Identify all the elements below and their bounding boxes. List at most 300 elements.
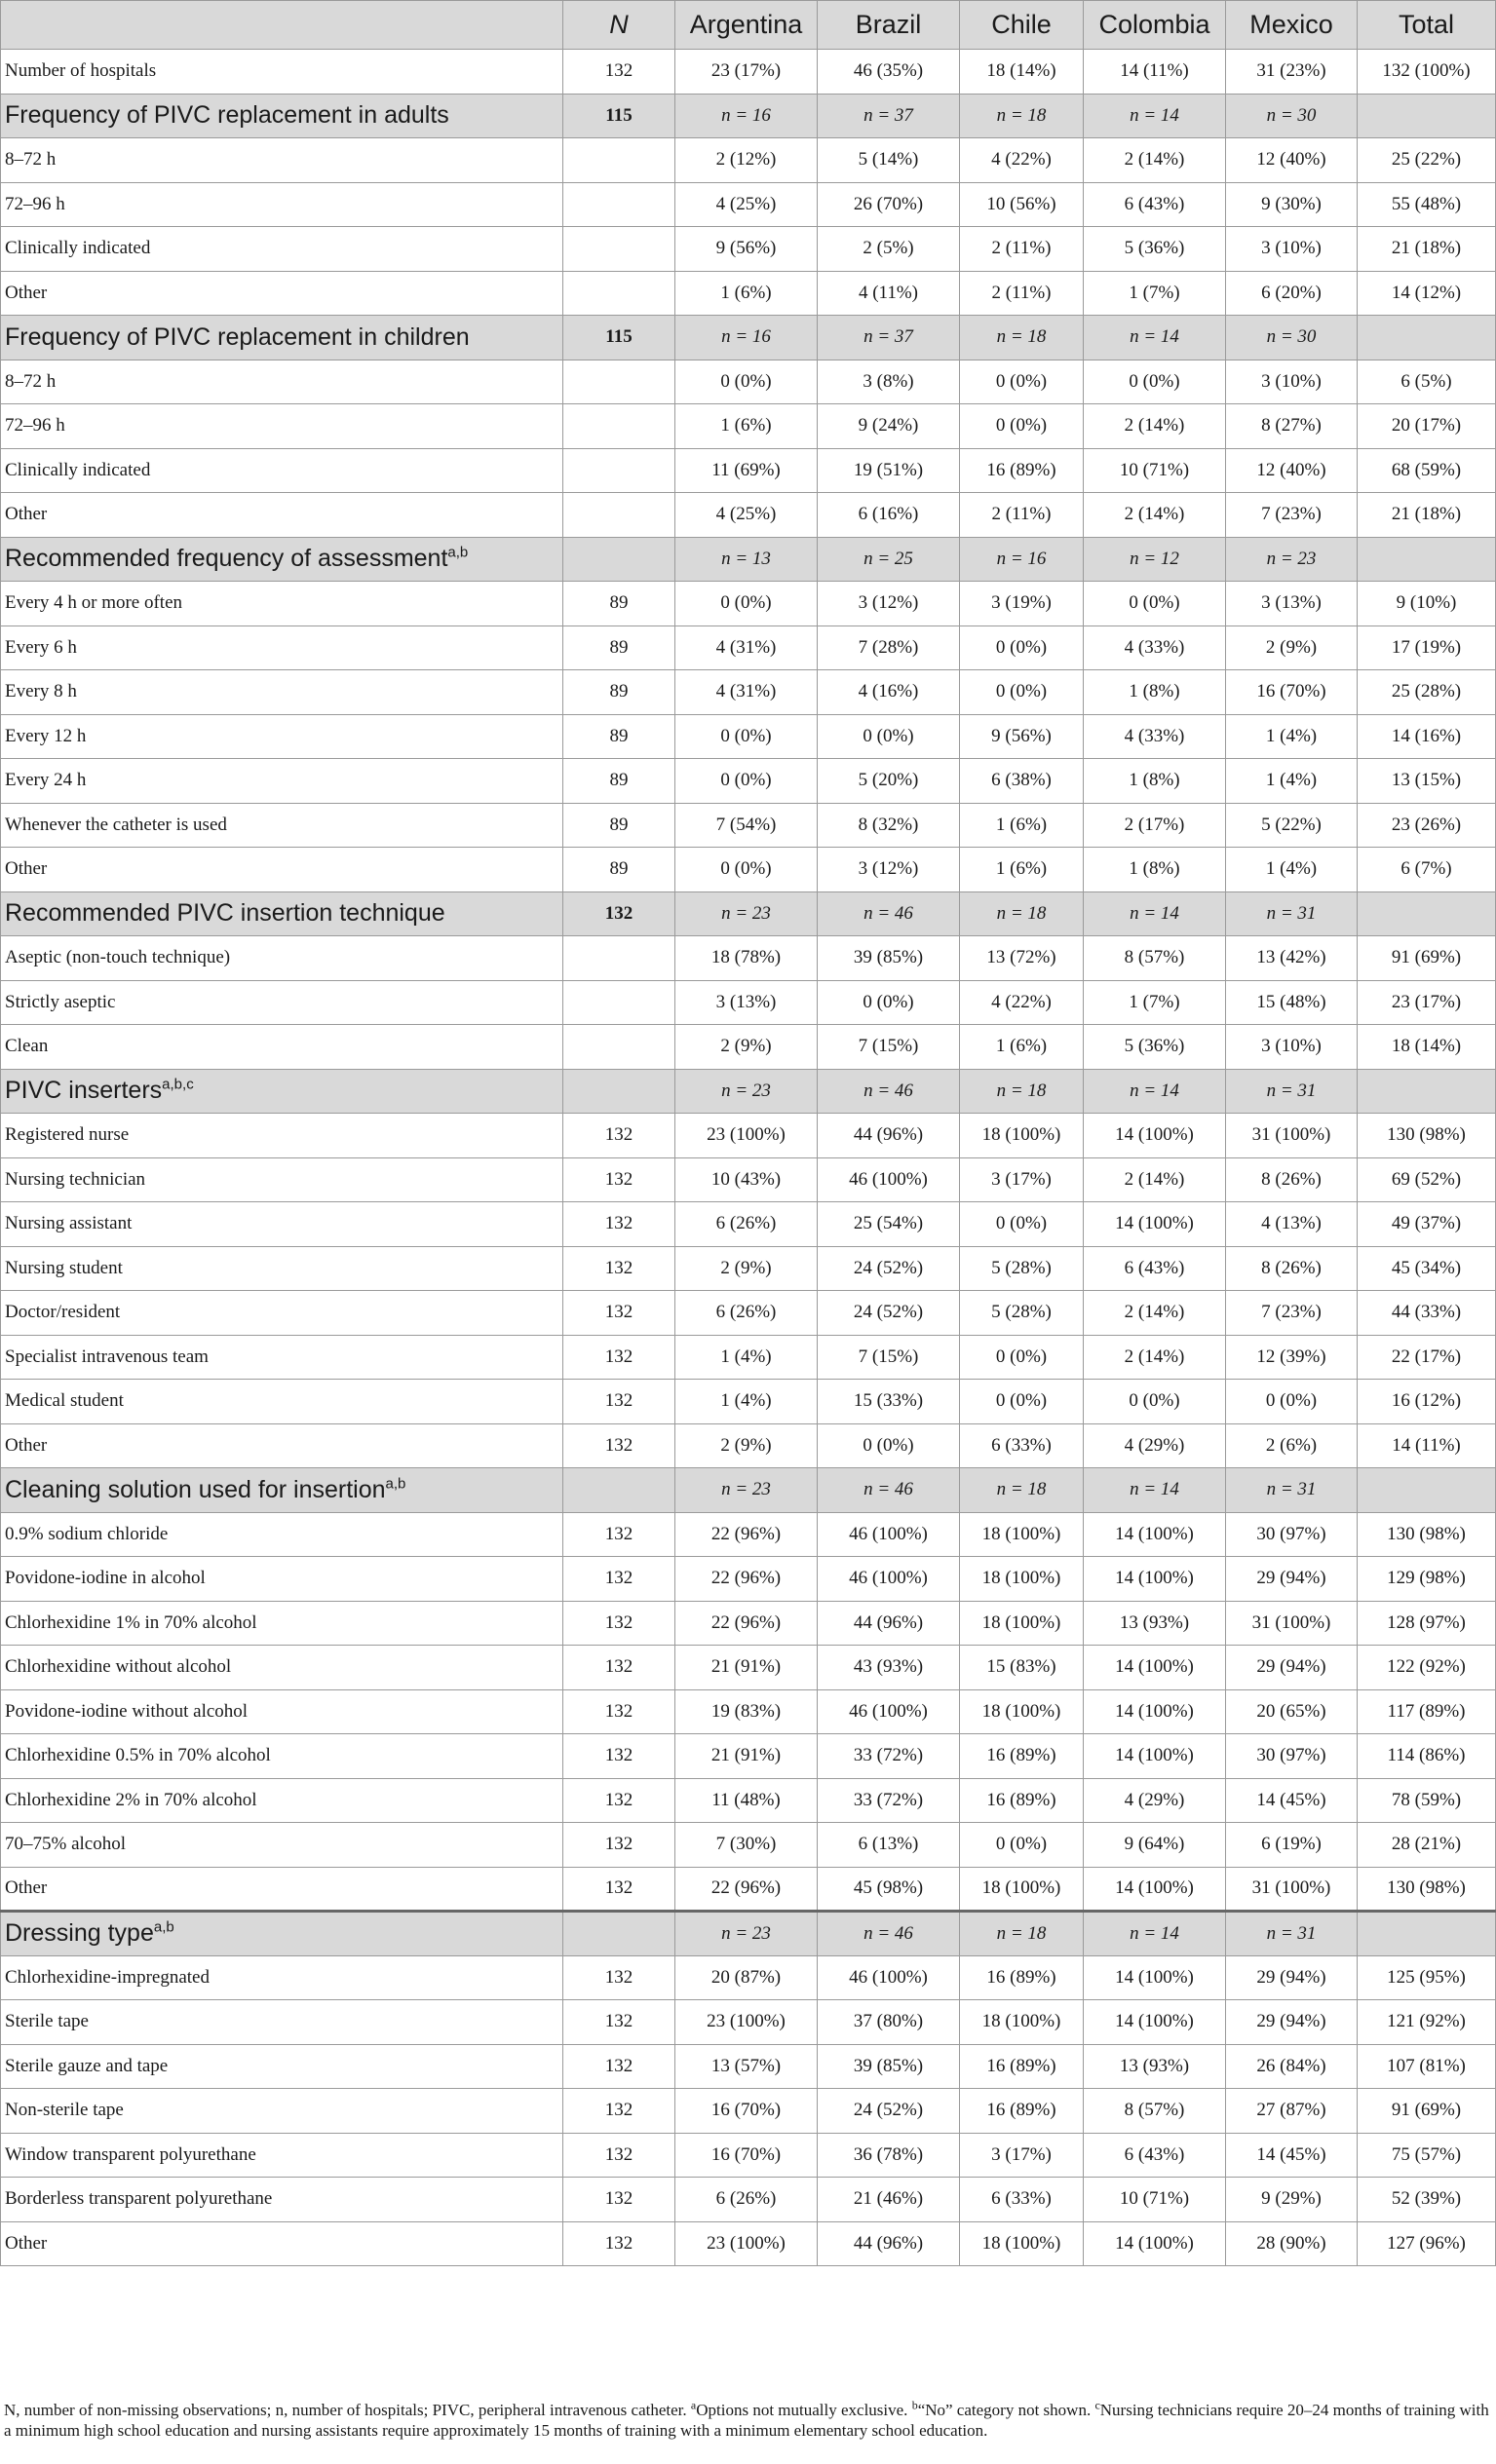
cell-brazil: 46 (35%) [818, 50, 960, 95]
cell-chile: 0 (0%) [960, 670, 1084, 715]
cell-mexico: 31 (100%) [1226, 1601, 1358, 1646]
row-label [1, 1512, 563, 1557]
cell-chile: 16 (89%) [960, 448, 1084, 493]
table-row [1, 625, 1496, 670]
row-label [1, 1157, 563, 1202]
cell-colombia: 6 (43%) [1084, 182, 1226, 227]
cell-n: 132 [563, 1778, 675, 1823]
row-label-text: 72–96 h [5, 415, 65, 436]
cell-n [563, 936, 675, 981]
cell-argentina: 7 (30%) [675, 1823, 818, 1868]
cell-mexico: 29 (94%) [1226, 2000, 1358, 2045]
footnote-marker: a,b [447, 544, 469, 561]
table-row [1, 670, 1496, 715]
cell-argentina: 2 (9%) [675, 1246, 818, 1291]
cell-brazil: 46 (100%) [818, 1955, 960, 2000]
cell-brazil: 3 (8%) [818, 360, 960, 404]
cell-colombia: 4 (29%) [1084, 1423, 1226, 1468]
cell-total: 78 (59%) [1358, 1778, 1496, 1823]
cell-mexico: 3 (10%) [1226, 360, 1358, 404]
cell-n: 132 [563, 2221, 675, 2266]
cell-n: 115 [563, 316, 675, 360]
cell-chile: 0 (0%) [960, 1202, 1084, 1247]
table-row [1, 1557, 1496, 1602]
row-label-text: Clean [5, 1036, 49, 1057]
row-label-text: Other [5, 858, 48, 880]
cell-mexico: 1 (4%) [1226, 848, 1358, 892]
cell-brazil: 33 (72%) [818, 1778, 960, 1823]
cell-colombia: n = 14 [1084, 891, 1226, 936]
cell-argentina: 23 (100%) [675, 2221, 818, 2266]
row-label-text: Every 6 h [5, 636, 77, 658]
cell-argentina: 16 (70%) [675, 2089, 818, 2134]
row-label-text: Window transparent polyurethane [5, 2143, 256, 2165]
cell-colombia: 14 (100%) [1084, 1557, 1226, 1602]
cell-total: 129 (98%) [1358, 1557, 1496, 1602]
row-label-text: 72–96 h [5, 193, 65, 214]
cell-argentina: 23 (17%) [675, 50, 818, 95]
cell-argentina: 22 (96%) [675, 1512, 818, 1557]
table-body [1, 50, 1496, 2266]
row-label-text: Medical student [5, 1390, 124, 1412]
row-label [1, 182, 563, 227]
cell-chile: n = 18 [960, 1069, 1084, 1114]
cell-argentina: 16 (70%) [675, 2133, 818, 2178]
row-label-text: Chlorhexidine 1% in 70% alcohol [5, 1611, 257, 1633]
cell-colombia: 2 (14%) [1084, 1291, 1226, 1336]
cell-colombia: n = 14 [1084, 1912, 1226, 1956]
cell-colombia: 10 (71%) [1084, 2178, 1226, 2222]
cell-chile: 18 (100%) [960, 1689, 1084, 1734]
cell-colombia: 2 (14%) [1084, 1157, 1226, 1202]
row-label-text: 0.9% sodium chloride [5, 1523, 169, 1544]
row-label [1, 980, 563, 1025]
section-title [1, 1069, 563, 1114]
table-row [1, 1867, 1496, 1912]
cell-n [563, 404, 675, 449]
cell-brazil: 37 (80%) [818, 2000, 960, 2045]
cell-chile: 3 (19%) [960, 582, 1084, 626]
cell-brazil: 46 (100%) [818, 1689, 960, 1734]
cell-mexico: 14 (45%) [1226, 2133, 1358, 2178]
cell-total: 91 (69%) [1358, 2089, 1496, 2134]
cell-chile: 1 (6%) [960, 848, 1084, 892]
cell-chile: 18 (100%) [960, 1601, 1084, 1646]
cell-brazil: 7 (15%) [818, 1335, 960, 1380]
cell-n: 132 [563, 1557, 675, 1602]
row-label [1, 1778, 563, 1823]
cell-brazil: 19 (51%) [818, 448, 960, 493]
cell-argentina: 20 (87%) [675, 1955, 818, 2000]
table-row [1, 1025, 1496, 1070]
cell-total: 25 (28%) [1358, 670, 1496, 715]
cell-colombia: n = 14 [1084, 1468, 1226, 1513]
cell-brazil: n = 46 [818, 1912, 960, 1956]
cell-n: 132 [563, 2133, 675, 2178]
cell-n: 132 [563, 1246, 675, 1291]
cell-mexico: n = 30 [1226, 94, 1358, 138]
header-cell-n: N [563, 1, 675, 50]
table-row [1, 2000, 1496, 2045]
cell-chile: 16 (89%) [960, 1734, 1084, 1779]
cell-argentina: n = 16 [675, 316, 818, 360]
cell-colombia: 8 (57%) [1084, 936, 1226, 981]
cell-argentina: 4 (31%) [675, 625, 818, 670]
cell-total: 22 (17%) [1358, 1335, 1496, 1380]
row-label [1, 1335, 563, 1380]
section-header-row [1, 316, 1496, 360]
cell-colombia: 13 (93%) [1084, 2044, 1226, 2089]
row-label-text: Every 12 h [5, 725, 87, 746]
cell-argentina: 9 (56%) [675, 227, 818, 272]
cell-n: 115 [563, 94, 675, 138]
cell-total: 122 (92%) [1358, 1646, 1496, 1690]
row-label-text: Every 4 h or more often [5, 592, 183, 614]
footnote-part-4: Nursing technicians require 20–24 months of training with a minimum high school education and nursing assistants require approximately 15 months of training with a minimum elementary school education. [4, 2401, 1489, 2440]
cell-total: 21 (18%) [1358, 227, 1496, 272]
cell-total: 52 (39%) [1358, 2178, 1496, 2222]
section-header-row [1, 1069, 1496, 1114]
cell-argentina: 4 (25%) [675, 182, 818, 227]
cell-brazil: 0 (0%) [818, 980, 960, 1025]
cell-argentina: n = 23 [675, 891, 818, 936]
cell-colombia: 14 (100%) [1084, 1202, 1226, 1247]
cell-colombia: 2 (14%) [1084, 1335, 1226, 1380]
cell-brazil: 46 (100%) [818, 1157, 960, 1202]
header-cell-mexico: Mexico [1226, 1, 1358, 50]
cell-colombia: n = 12 [1084, 537, 1226, 582]
cell-total: 6 (5%) [1358, 360, 1496, 404]
cell-total: 121 (92%) [1358, 2000, 1496, 2045]
section-header-row [1, 1912, 1496, 1956]
cell-mexico: 3 (10%) [1226, 1025, 1358, 1070]
cell-colombia: 5 (36%) [1084, 1025, 1226, 1070]
table-row [1, 1823, 1496, 1868]
header-cell-chile: Chile [960, 1, 1084, 50]
cell-n: 132 [563, 1734, 675, 1779]
cell-brazil: n = 37 [818, 316, 960, 360]
cell-colombia: 1 (8%) [1084, 848, 1226, 892]
cell-total: 20 (17%) [1358, 404, 1496, 449]
cell-argentina: 0 (0%) [675, 714, 818, 759]
row-label [1, 759, 563, 804]
cell-brazil: 0 (0%) [818, 714, 960, 759]
cell-n: 132 [563, 1380, 675, 1424]
row-label-text: Every 8 h [5, 681, 77, 702]
cell-brazil: 8 (32%) [818, 803, 960, 848]
cell-total: 6 (7%) [1358, 848, 1496, 892]
row-label [1, 1734, 563, 1779]
cell-total: 17 (19%) [1358, 625, 1496, 670]
cell-mexico: 5 (22%) [1226, 803, 1358, 848]
cell-colombia: 2 (14%) [1084, 404, 1226, 449]
section-title [1, 94, 563, 138]
cell-mexico: n = 23 [1226, 537, 1358, 582]
cell-chile: 6 (33%) [960, 2178, 1084, 2222]
cell-n: 132 [563, 1646, 675, 1690]
cell-chile: 0 (0%) [960, 1823, 1084, 1868]
cell-argentina: 22 (96%) [675, 1557, 818, 1602]
cell-argentina: 1 (6%) [675, 404, 818, 449]
cell-mexico: n = 31 [1226, 891, 1358, 936]
cell-n: 132 [563, 1823, 675, 1868]
cell-chile: 18 (100%) [960, 1512, 1084, 1557]
cell-n: 132 [563, 2178, 675, 2222]
cell-mexico: 1 (4%) [1226, 714, 1358, 759]
cell-brazil: 26 (70%) [818, 182, 960, 227]
cell-chile: 5 (28%) [960, 1246, 1084, 1291]
cell-chile: 4 (22%) [960, 980, 1084, 1025]
cell-colombia: 2 (17%) [1084, 803, 1226, 848]
cell-brazil: 4 (16%) [818, 670, 960, 715]
cell-chile: 6 (33%) [960, 1423, 1084, 1468]
row-label-text: Other [5, 1877, 48, 1899]
cell-colombia: 14 (100%) [1084, 1955, 1226, 2000]
cell-chile: 0 (0%) [960, 404, 1084, 449]
row-label [1, 1557, 563, 1602]
cell-chile: n = 18 [960, 891, 1084, 936]
row-label [1, 50, 563, 95]
cell-n [563, 360, 675, 404]
row-label-text: Clinically indicated [5, 459, 151, 480]
cell-mexico: 14 (45%) [1226, 1778, 1358, 1823]
cell-colombia: 14 (100%) [1084, 1689, 1226, 1734]
cell-brazil: 45 (98%) [818, 1867, 960, 1912]
cell-n: 132 [563, 1157, 675, 1202]
cell-chile: 3 (17%) [960, 2133, 1084, 2178]
cell-n: 132 [563, 1867, 675, 1912]
cell-total: 55 (48%) [1358, 182, 1496, 227]
table-row [1, 582, 1496, 626]
cell-total: 14 (12%) [1358, 271, 1496, 316]
table-row [1, 848, 1496, 892]
cell-brazil: 44 (96%) [818, 1601, 960, 1646]
cell-colombia: 14 (100%) [1084, 1734, 1226, 1779]
cell-mexico: 6 (20%) [1226, 271, 1358, 316]
cell-n [563, 1912, 675, 1956]
cell-colombia: n = 14 [1084, 1069, 1226, 1114]
cell-brazil: 5 (20%) [818, 759, 960, 804]
cell-n [563, 980, 675, 1025]
cell-colombia: 14 (100%) [1084, 2221, 1226, 2266]
row-label [1, 936, 563, 981]
cell-mexico: 26 (84%) [1226, 2044, 1358, 2089]
table-row [1, 493, 1496, 538]
cell-mexico: 31 (23%) [1226, 50, 1358, 95]
cell-argentina: 21 (91%) [675, 1646, 818, 1690]
cell-total: 23 (17%) [1358, 980, 1496, 1025]
footnote-part-3: “No” category not shown. [917, 2401, 1095, 2419]
cell-n: 89 [563, 759, 675, 804]
cell-chile: 0 (0%) [960, 625, 1084, 670]
row-label [1, 404, 563, 449]
row-label [1, 582, 563, 626]
cell-total: 132 (100%) [1358, 50, 1496, 95]
cell-mexico: 8 (27%) [1226, 404, 1358, 449]
cell-chile: 9 (56%) [960, 714, 1084, 759]
table-row [1, 2089, 1496, 2134]
cell-argentina: n = 23 [675, 1912, 818, 1956]
row-label [1, 1867, 563, 1912]
row-label-text: Chlorhexidine without alcohol [5, 1656, 232, 1678]
row-label-text: Other [5, 282, 48, 303]
cell-mexico: 16 (70%) [1226, 670, 1358, 715]
cell-total [1358, 94, 1496, 138]
cell-chile: 2 (11%) [960, 271, 1084, 316]
cell-brazil: 6 (16%) [818, 493, 960, 538]
table-row [1, 2221, 1496, 2266]
cell-colombia: 14 (100%) [1084, 1867, 1226, 1912]
row-label [1, 493, 563, 538]
table-row [1, 2178, 1496, 2222]
table-row [1, 50, 1496, 95]
cell-brazil: 44 (96%) [818, 2221, 960, 2266]
cell-n: 132 [563, 1601, 675, 1646]
cell-chile: 18 (100%) [960, 2000, 1084, 2045]
cell-n: 132 [563, 50, 675, 95]
cell-n: 132 [563, 1202, 675, 1247]
cell-total: 18 (14%) [1358, 1025, 1496, 1070]
cell-brazil: 15 (33%) [818, 1380, 960, 1424]
row-label-text: Nursing assistant [5, 1213, 133, 1234]
cell-total: 13 (15%) [1358, 759, 1496, 804]
cell-chile: 18 (100%) [960, 1114, 1084, 1158]
cell-chile: 1 (6%) [960, 1025, 1084, 1070]
cell-colombia: 8 (57%) [1084, 2089, 1226, 2134]
cell-colombia: 6 (43%) [1084, 1246, 1226, 1291]
cell-colombia: 14 (100%) [1084, 2000, 1226, 2045]
cell-mexico: 31 (100%) [1226, 1114, 1358, 1158]
cell-total: 44 (33%) [1358, 1291, 1496, 1336]
cell-mexico: 27 (87%) [1226, 2089, 1358, 2134]
cell-n: 132 [563, 1512, 675, 1557]
cell-total: 25 (22%) [1358, 138, 1496, 183]
cell-argentina: 6 (26%) [675, 1202, 818, 1247]
row-label-text: Clinically indicated [5, 238, 151, 259]
cell-mexico: 0 (0%) [1226, 1380, 1358, 1424]
row-label [1, 1114, 563, 1158]
cell-colombia: 1 (7%) [1084, 271, 1226, 316]
cell-chile: 18 (100%) [960, 1867, 1084, 1912]
cell-mexico: 12 (39%) [1226, 1335, 1358, 1380]
cell-colombia: 14 (100%) [1084, 1512, 1226, 1557]
cell-colombia: 0 (0%) [1084, 582, 1226, 626]
cell-argentina: 18 (78%) [675, 936, 818, 981]
cell-total [1358, 891, 1496, 936]
cell-colombia: 13 (93%) [1084, 1601, 1226, 1646]
cell-total: 130 (98%) [1358, 1867, 1496, 1912]
table-row [1, 138, 1496, 183]
row-label-text: Whenever the catheter is used [5, 814, 227, 835]
cell-mexico: 9 (30%) [1226, 182, 1358, 227]
cell-chile: 18 (100%) [960, 2221, 1084, 2266]
cell-n: 132 [563, 891, 675, 936]
cell-colombia: 10 (71%) [1084, 448, 1226, 493]
cell-chile: 16 (89%) [960, 1778, 1084, 1823]
row-label-text: Nursing student [5, 1257, 123, 1278]
section-title [1, 891, 563, 936]
table-row [1, 1512, 1496, 1557]
cell-mexico: 8 (26%) [1226, 1157, 1358, 1202]
cell-chile: 4 (22%) [960, 138, 1084, 183]
table-row [1, 759, 1496, 804]
cell-n [563, 1069, 675, 1114]
cell-chile: 18 (100%) [960, 1557, 1084, 1602]
cell-total: 128 (97%) [1358, 1601, 1496, 1646]
cell-chile: n = 18 [960, 94, 1084, 138]
table-row [1, 1955, 1496, 2000]
row-label-text: Other [5, 2232, 48, 2254]
cell-total: 127 (96%) [1358, 2221, 1496, 2266]
cell-argentina: 23 (100%) [675, 2000, 818, 2045]
cell-mexico: n = 31 [1226, 1069, 1358, 1114]
table-row [1, 1689, 1496, 1734]
cell-n [563, 537, 675, 582]
cell-total: 21 (18%) [1358, 493, 1496, 538]
cell-chile: 13 (72%) [960, 936, 1084, 981]
footnote-marker: a,b,c [162, 1076, 194, 1093]
cell-brazil: 4 (11%) [818, 271, 960, 316]
cell-colombia: 6 (43%) [1084, 2133, 1226, 2178]
row-label [1, 448, 563, 493]
row-label-text: Other [5, 1434, 48, 1456]
cell-n: 89 [563, 714, 675, 759]
cell-colombia: 2 (14%) [1084, 138, 1226, 183]
table-row [1, 980, 1496, 1025]
cell-chile: 6 (38%) [960, 759, 1084, 804]
row-label-text: 8–72 h [5, 370, 57, 392]
cell-mexico: 28 (90%) [1226, 2221, 1358, 2266]
cell-brazil: 46 (100%) [818, 1512, 960, 1557]
cell-mexico: 13 (42%) [1226, 936, 1358, 981]
cell-brazil: n = 37 [818, 94, 960, 138]
cell-chile: n = 18 [960, 316, 1084, 360]
footnote-marker: a,b [153, 1918, 174, 1936]
row-label [1, 1025, 563, 1070]
row-label-text: Doctor/resident [5, 1302, 121, 1323]
row-label [1, 2000, 563, 2045]
row-label-text: Specialist intravenous team [5, 1346, 209, 1367]
cell-colombia: 14 (100%) [1084, 1646, 1226, 1690]
table-row [1, 1157, 1496, 1202]
cell-n: 89 [563, 582, 675, 626]
cell-argentina: 19 (83%) [675, 1689, 818, 1734]
row-label [1, 848, 563, 892]
cell-chile: 18 (14%) [960, 50, 1084, 95]
cell-n [563, 1025, 675, 1070]
cell-brazil: 3 (12%) [818, 848, 960, 892]
cell-colombia: 0 (0%) [1084, 1380, 1226, 1424]
cell-n [563, 493, 675, 538]
row-label [1, 1601, 563, 1646]
cell-argentina: 2 (9%) [675, 1025, 818, 1070]
footnote-marker: a,b [385, 1475, 406, 1493]
cell-argentina: 4 (31%) [675, 670, 818, 715]
cell-brazil: 24 (52%) [818, 1246, 960, 1291]
cell-mexico: 30 (97%) [1226, 1512, 1358, 1557]
cell-chile: 10 (56%) [960, 182, 1084, 227]
row-label [1, 2221, 563, 2266]
cell-chile: 16 (89%) [960, 2044, 1084, 2089]
cell-brazil: 0 (0%) [818, 1423, 960, 1468]
cell-colombia: 9 (64%) [1084, 1823, 1226, 1868]
cell-brazil: 2 (5%) [818, 227, 960, 272]
section-title [1, 537, 563, 582]
cell-mexico: 20 (65%) [1226, 1689, 1358, 1734]
cell-mexico: 8 (26%) [1226, 1246, 1358, 1291]
row-label-text: 8–72 h [5, 149, 57, 171]
cell-chile: 1 (6%) [960, 803, 1084, 848]
